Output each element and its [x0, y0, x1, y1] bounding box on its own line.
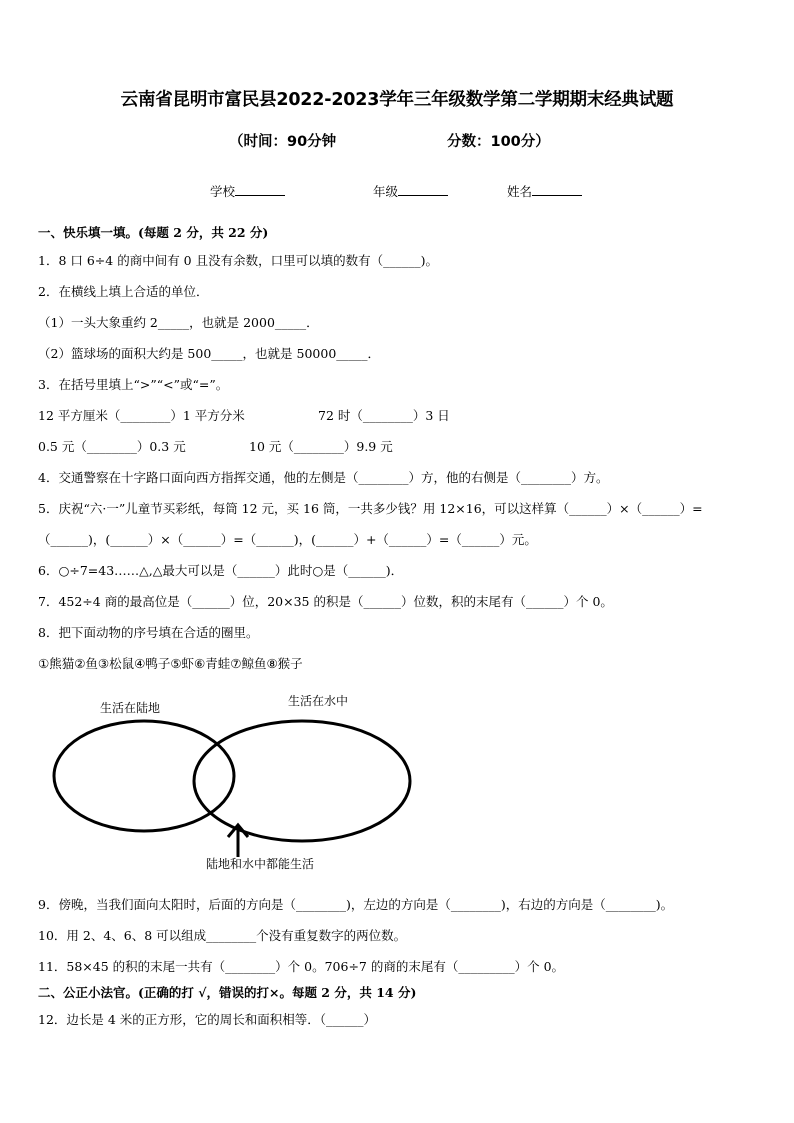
water-circle	[194, 721, 410, 841]
question-9: 9．傍晚，当我们面向太阳时，后面的方向是（________)，左边的方向是（________)，右边的方向是（________)。	[38, 897, 674, 912]
question-8-animals: ①熊猫②鱼③松鼠④鸭子⑤虾⑥青蛙⑦鲸鱼⑧猴子	[38, 656, 303, 671]
question-10: 10．用 2、4、6、8 可以组成________个没有重复数字的两位数。	[38, 928, 407, 943]
question-5-line-2: （______)，(______）×（______）=（______)，(______）+（______）=（______）元。	[38, 532, 537, 547]
up-arrow-icon	[228, 825, 248, 857]
question-3-a2: 72 时（________）3 日	[318, 408, 450, 423]
question-3-b1: 0.5 元（________）0.3 元	[38, 439, 186, 454]
question-3: 3．在括号里填上“>”“<”或“=”。	[38, 377, 229, 392]
school-label: 学校	[210, 184, 236, 199]
grade-field	[373, 182, 448, 200]
grade-label: 年级	[373, 184, 399, 199]
question-2-1: （1）一头大象重约 2_____，也就是 2000_____．	[38, 315, 319, 330]
question-8: 8．把下面动物的序号填在合适的圈里。	[38, 625, 259, 640]
section-1-heading: 一、快乐填一填。(每题 2 分，共 22 分)	[38, 225, 269, 240]
exam-time: （时间：90分钟	[229, 134, 337, 150]
question-3-b2: 10 元（________）9.9 元	[249, 439, 393, 454]
question-2-2: （2）篮球场的面积大约是 500_____，也就是 50000_____．	[38, 346, 381, 361]
section-2-heading: 二、公正小法官。(正确的打 √，错误的打×。每题 2 分，共 14 分)	[38, 985, 417, 1000]
name-field	[507, 182, 582, 200]
question-4: 4．交通警察在十字路口面向西方指挥交通，他的左侧是（________）方，他的右侧是（________）方。	[38, 470, 609, 485]
question-2: 2．在横线上填上合适的单位．	[38, 284, 209, 299]
venn-diagram	[44, 685, 424, 875]
question-6: 6．○÷7=43……△,△最大可以是（______）此时○是（______)．	[38, 563, 404, 578]
name-label: 姓名	[507, 184, 533, 199]
exam-score: 分数：100分）	[447, 134, 550, 150]
school-field	[210, 182, 285, 200]
name-blank[interactable]	[532, 183, 582, 196]
question-5-line-1: 5．庆祝“六·一”儿童节买彩纸，每筒 12 元，买 16 筒，一共多少钱？用 12×16，可以这样算（______）×（______）=	[38, 501, 703, 516]
both-label: 陆地和水中都能生活	[206, 857, 315, 871]
land-label: 生活在陆地	[100, 701, 161, 715]
land-circle	[54, 721, 234, 831]
question-7: 7．452÷4 商的最高位是（______）位，20×35 的积是（______）位数，积的末尾有（______）个 0。	[38, 594, 613, 609]
question-3-a1: 12 平方厘米（________）1 平方分米	[38, 408, 245, 423]
question-12: 12．边长是 4 米的正方形，它的周长和面积相等．（______）	[38, 1012, 377, 1027]
school-blank[interactable]	[235, 183, 285, 196]
grade-blank[interactable]	[398, 183, 448, 196]
question-1: 1．8 口 6÷4 的商中间有 0 且没有余数，口里可以填的数有（______)。	[38, 253, 438, 268]
exam-title: 云南省昆明市富民县2022-2023学年三年级数学第二学期期末经典试题	[120, 90, 674, 110]
water-label: 生活在水中	[288, 694, 349, 708]
question-11: 11．58×45 的积的末尾一共有（________）个 0。706÷7 的商的末尾有（_________）个 0。	[38, 959, 565, 974]
